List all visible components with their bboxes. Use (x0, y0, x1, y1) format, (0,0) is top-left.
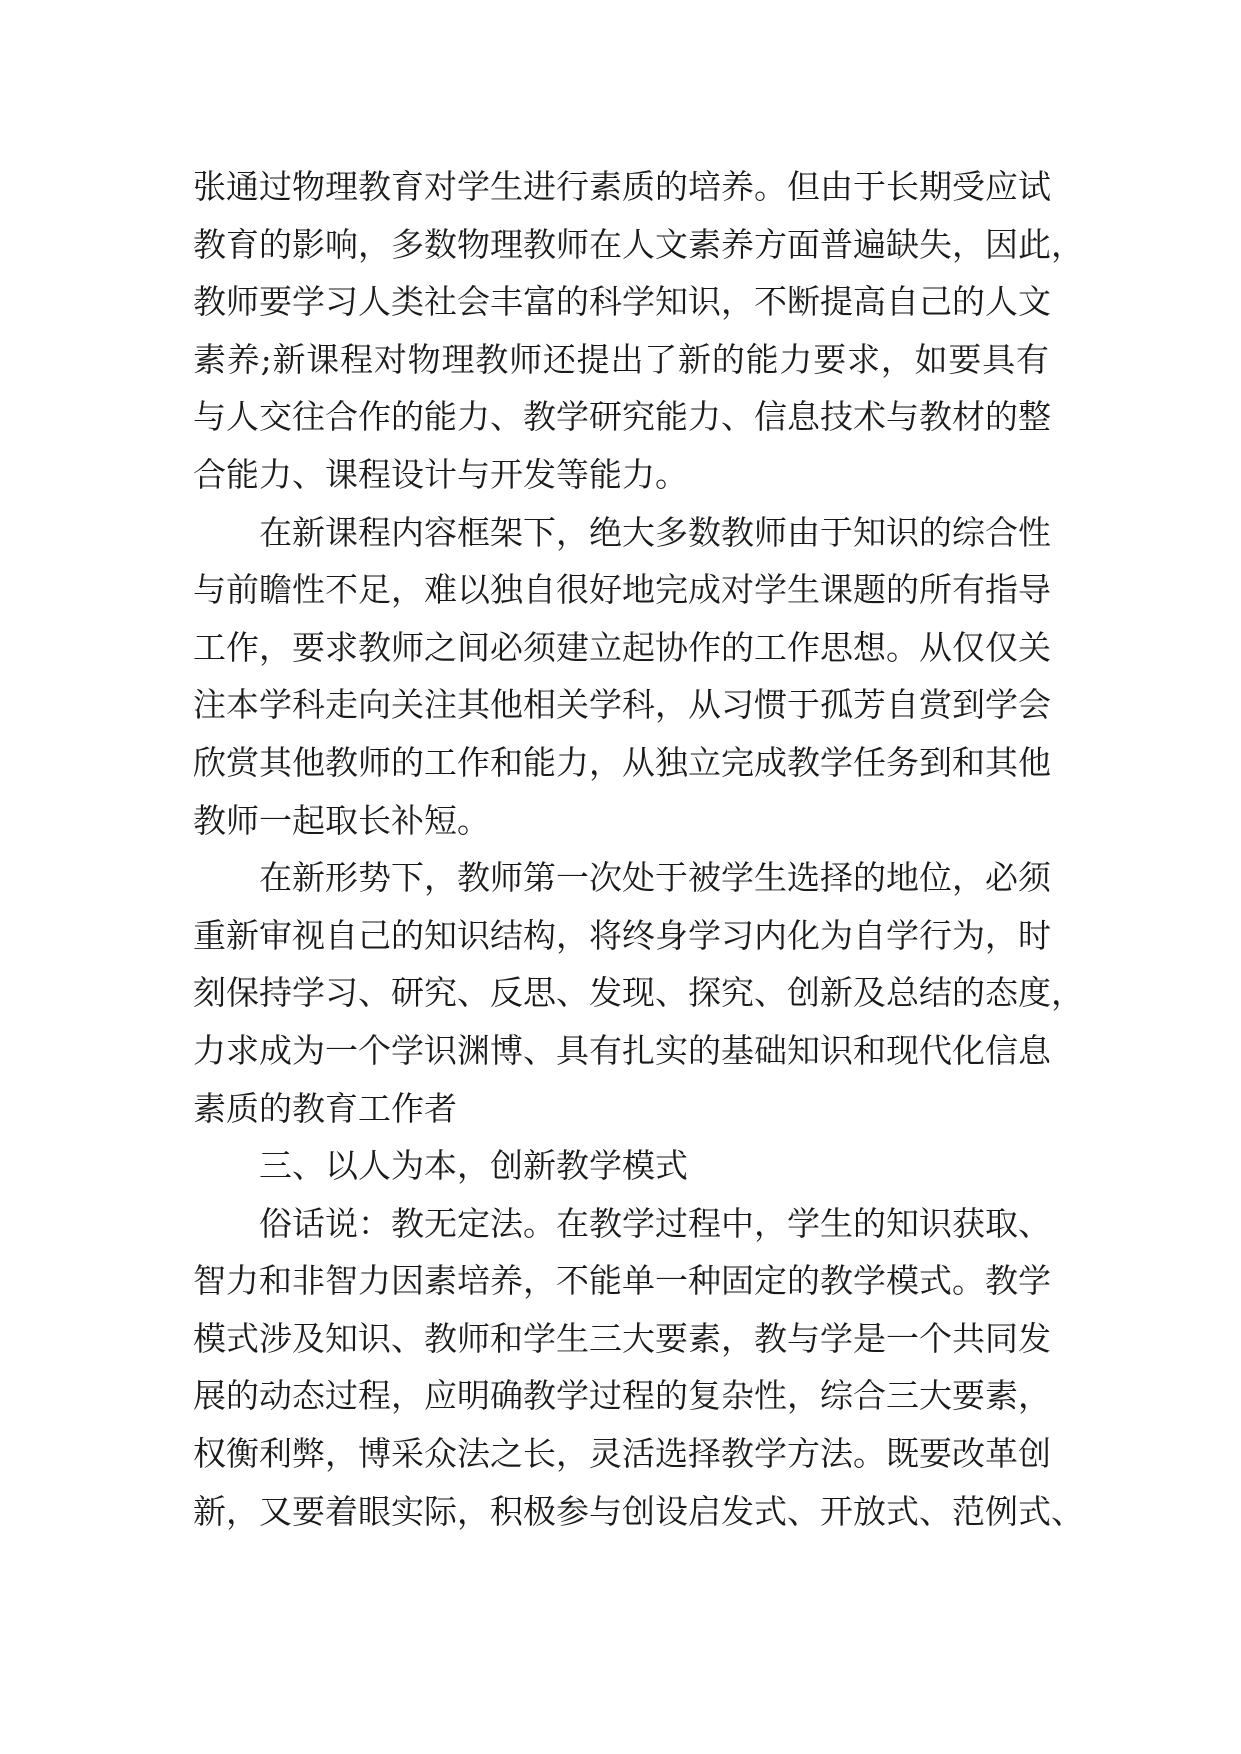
text-line: 在新形势下，教师第一次处于被学生选择的地位，必须 (259, 858, 1051, 898)
text-line: 刻保持学习、研究、反思、发现、探究、创新及总结的态度， (193, 973, 1084, 1013)
text-line: 与人交往合作的能力、教学研究能力、信息技术与教材的整 (193, 397, 1051, 437)
text-line: 展的动态过程，应明确教学过程的复杂性，综合三大要素， (193, 1376, 1051, 1416)
text-line: 欣赏其他教师的工作和能力，从独立完成教学任务到和其他 (193, 742, 1051, 782)
text-line: 与前瞻性不足，难以独自很好地完成对学生课题的所有指导 (193, 570, 1051, 610)
text-line: 张通过物理教育对学生进行素质的培养。但由于长期受应试 (193, 167, 1051, 206)
text-line: 教师要学习人类社会丰富的科学知识，不断提高自己的人文 (193, 282, 1051, 322)
text-line: 合能力、课程设计与开发等能力。 (193, 454, 688, 494)
text-line: 工作，要求教师之间必须建立起协作的工作思想。从仅仅关 (193, 627, 1051, 667)
text-line: 素质的教育工作者 (193, 1088, 457, 1128)
text-line: 重新审视自己的知识结构，将终身学习内化为自学行为，时 (193, 915, 1051, 955)
section-heading: 三、以人为本，创新教学模式 (259, 1146, 688, 1186)
text-line: 力求成为一个学识渊博、具有扎实的基础知识和现代化信息 (193, 1030, 1051, 1070)
text-line: 注本学科走向关注其他相关学科，从习惯于孤芳自赏到学会 (193, 685, 1051, 725)
text-line: 教师一起取长补短。 (193, 800, 490, 840)
text-line: 素养;新课程对物理教师还提出了新的能力要求，如要具有 (193, 339, 1049, 379)
text-line: 权衡利弊，博采众法之长，灵活选择教学方法。既要改革创 (193, 1434, 1051, 1474)
text-line: 智力和非智力因素培养，不能单一种固定的教学模式。教学 (193, 1261, 1051, 1301)
text-line: 在新课程内容框架下，绝大多数教师由于知识的综合性 (259, 512, 1051, 552)
text-line: 俗话说：教无定法。在教学过程中，学生的知识获取、 (259, 1203, 1051, 1243)
text-line: 教育的影响，多数物理教师在人文素养方面普遍缺失，因此， (193, 224, 1084, 264)
text-line: 模式涉及知识、教师和学生三大要素，教与学是一个共同发 (193, 1318, 1051, 1358)
body-text (193, 158, 1084, 1540)
text-line: 新，又要着眼实际，积极参与创设启发式、开放式、范例式、 (193, 1491, 1084, 1531)
